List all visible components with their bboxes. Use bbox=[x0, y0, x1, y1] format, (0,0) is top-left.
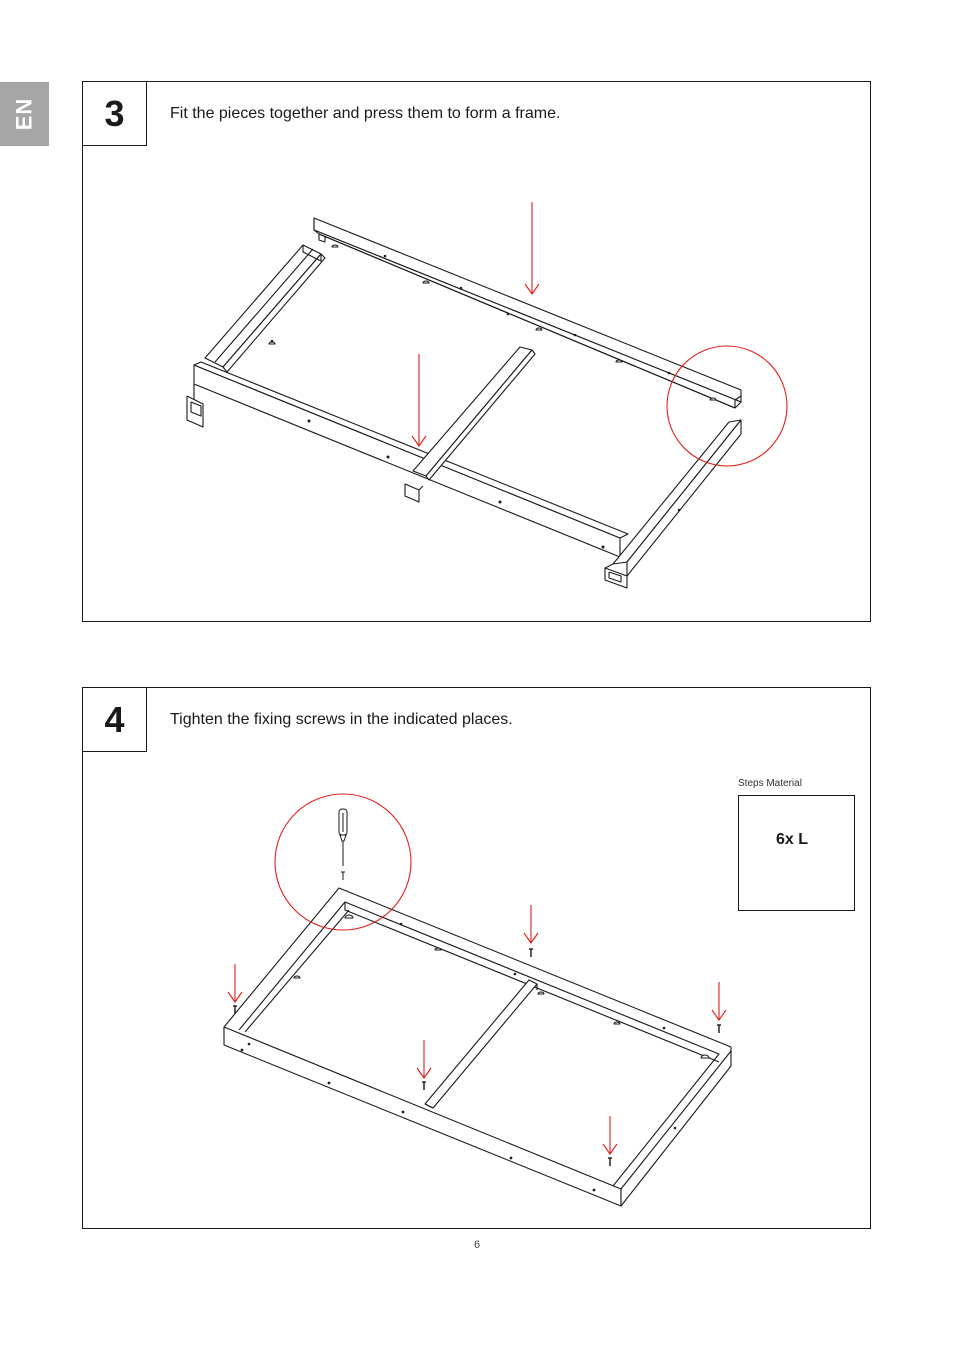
arrow-down-icon bbox=[525, 202, 539, 294]
arrow-down-icon bbox=[412, 354, 426, 446]
frame-assembly-illustration bbox=[83, 82, 872, 623]
step-3-panel bbox=[82, 81, 871, 622]
frame-screw-illustration bbox=[83, 688, 872, 1230]
step-number: 3 bbox=[83, 82, 147, 146]
screw-icon bbox=[717, 1025, 721, 1033]
materials-label: Steps Material bbox=[738, 778, 802, 789]
arrow-down-icon bbox=[228, 964, 242, 1002]
assembled-frame bbox=[224, 888, 731, 1206]
right-rail bbox=[605, 420, 741, 588]
language-tab bbox=[0, 82, 49, 146]
step-number: 4 bbox=[83, 688, 147, 752]
materials-quantity: 6x L bbox=[776, 831, 809, 848]
back-rail bbox=[314, 218, 741, 408]
arrow-down-icon bbox=[712, 982, 726, 1020]
page-number: 6 bbox=[473, 1239, 481, 1251]
screw-icon bbox=[529, 949, 533, 957]
screwdriver-icon bbox=[339, 809, 347, 880]
left-rail bbox=[205, 245, 325, 372]
front-rail bbox=[187, 362, 628, 557]
step-instruction: Fit the pieces together and press them to form a frame. bbox=[170, 105, 561, 122]
language-label: EN bbox=[11, 97, 37, 131]
step-4-panel bbox=[82, 687, 871, 1229]
arrow-down-icon bbox=[524, 905, 538, 943]
step-instruction: Tighten the fixing screws in the indicated places. bbox=[170, 711, 513, 728]
rail-clips bbox=[269, 245, 716, 400]
